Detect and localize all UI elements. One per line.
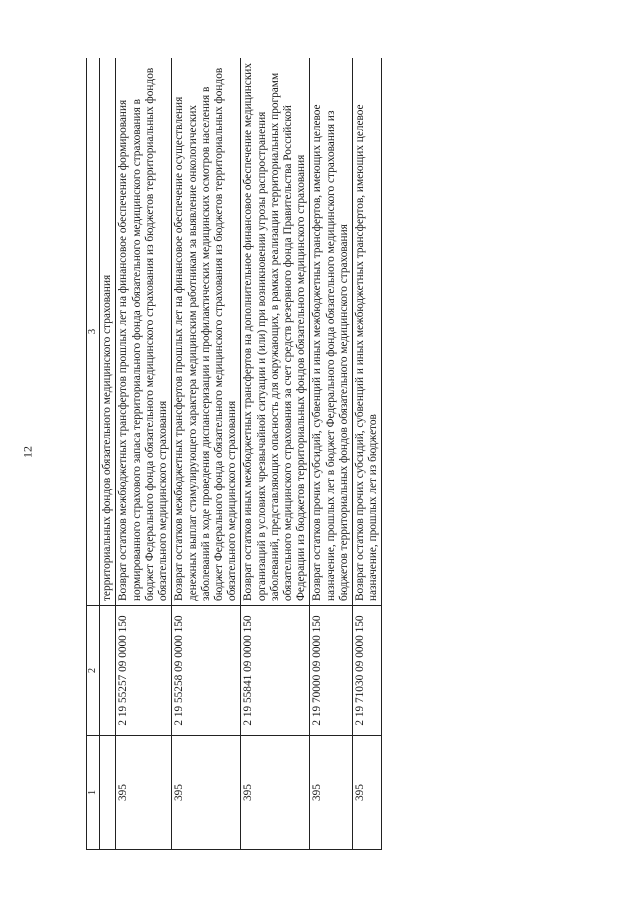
header-col-1: 1 [87,736,100,850]
admin-cell [100,736,116,850]
table-row [310,58,353,850]
admin-cell: 395 [310,736,353,850]
header-col-3: 3 [87,58,100,606]
table-rotated-container [86,58,594,850]
table-row [241,58,310,850]
page-number: 12 [20,446,35,458]
admin-cell: 395 [352,736,381,850]
name-cell: Возврат остатков прочих субсидий, субвенций и иных межбюджетных трансфертов, имеющих целевое назначение, прошлых лет в бюджет Федерального фонда обязательного медицинского страхования из бюджетов территориальных фондов обязательного медицинского страхования [310,58,353,606]
table-row [116,58,172,850]
name-cell: территориальных фондов обязательного медицинского страхования [100,58,116,606]
name-cell: Возврат остатков иных межбюджетных трансфертов на дополнительное финансовое обеспечение медицинских организаций в условиях чрезвычайной ситуации и (или) при возникновении угрозы распространения заболеваний, представляющих опасность для окружающих, в рамках реализации территориальных программ обязательного медицинского страхования за счет средств резервного фонда Правительства Российской Федерации из бюджетов территориальных фондов обязательного медицинского страхования [241,58,310,606]
header-col-2: 2 [87,606,100,736]
admin-cell: 395 [116,736,172,850]
table-row-continuation [100,58,116,850]
admin-cell: 395 [172,736,241,850]
admin-cell: 395 [241,736,310,850]
budget-codes-table [86,58,382,850]
name-cell: Возврат остатков межбюджетных трансфертов прошлых лет на финансовое обеспечение осуществления денежных выплат стимулирующего характера медицинским работникам за выявление онкологических заболеваний в ходе проведения диспансеризации и профилактических медицинских осмотров населения в бюджет Федерального фонда обязательного медицинского страхования из бюджетов территориальных фондов обязательного медицинского страхования [172,58,241,606]
code-cell: 2 19 55841 09 0000 150 [241,606,310,736]
code-cell: 2 19 55257 09 0000 150 [116,606,172,736]
code-cell: 2 19 55258 09 0000 150 [172,606,241,736]
table-row [172,58,241,850]
header-row [87,58,100,850]
document-sheet [86,58,594,850]
code-cell [100,606,116,736]
code-cell: 2 19 71030 09 0000 150 [352,606,381,736]
code-cell: 2 19 70000 09 0000 150 [310,606,353,736]
name-cell: Возврат остатков прочих субсидий, субвенций и иных межбюджетных трансфертов, имеющих целевое назначение, прошлых лет из бюджетов [352,58,381,606]
name-cell: Возврат остатков межбюджетных трансфертов прошлых лет на финансовое обеспечение формирования нормированного страхового запаса территориального фонда обязательного медицинского страхования в бюджет Федерального фонда обязательного медицинского страхования из бюджетов территориальных фондов обязательного медицинского страхования [116,58,172,606]
table-row [352,58,381,850]
